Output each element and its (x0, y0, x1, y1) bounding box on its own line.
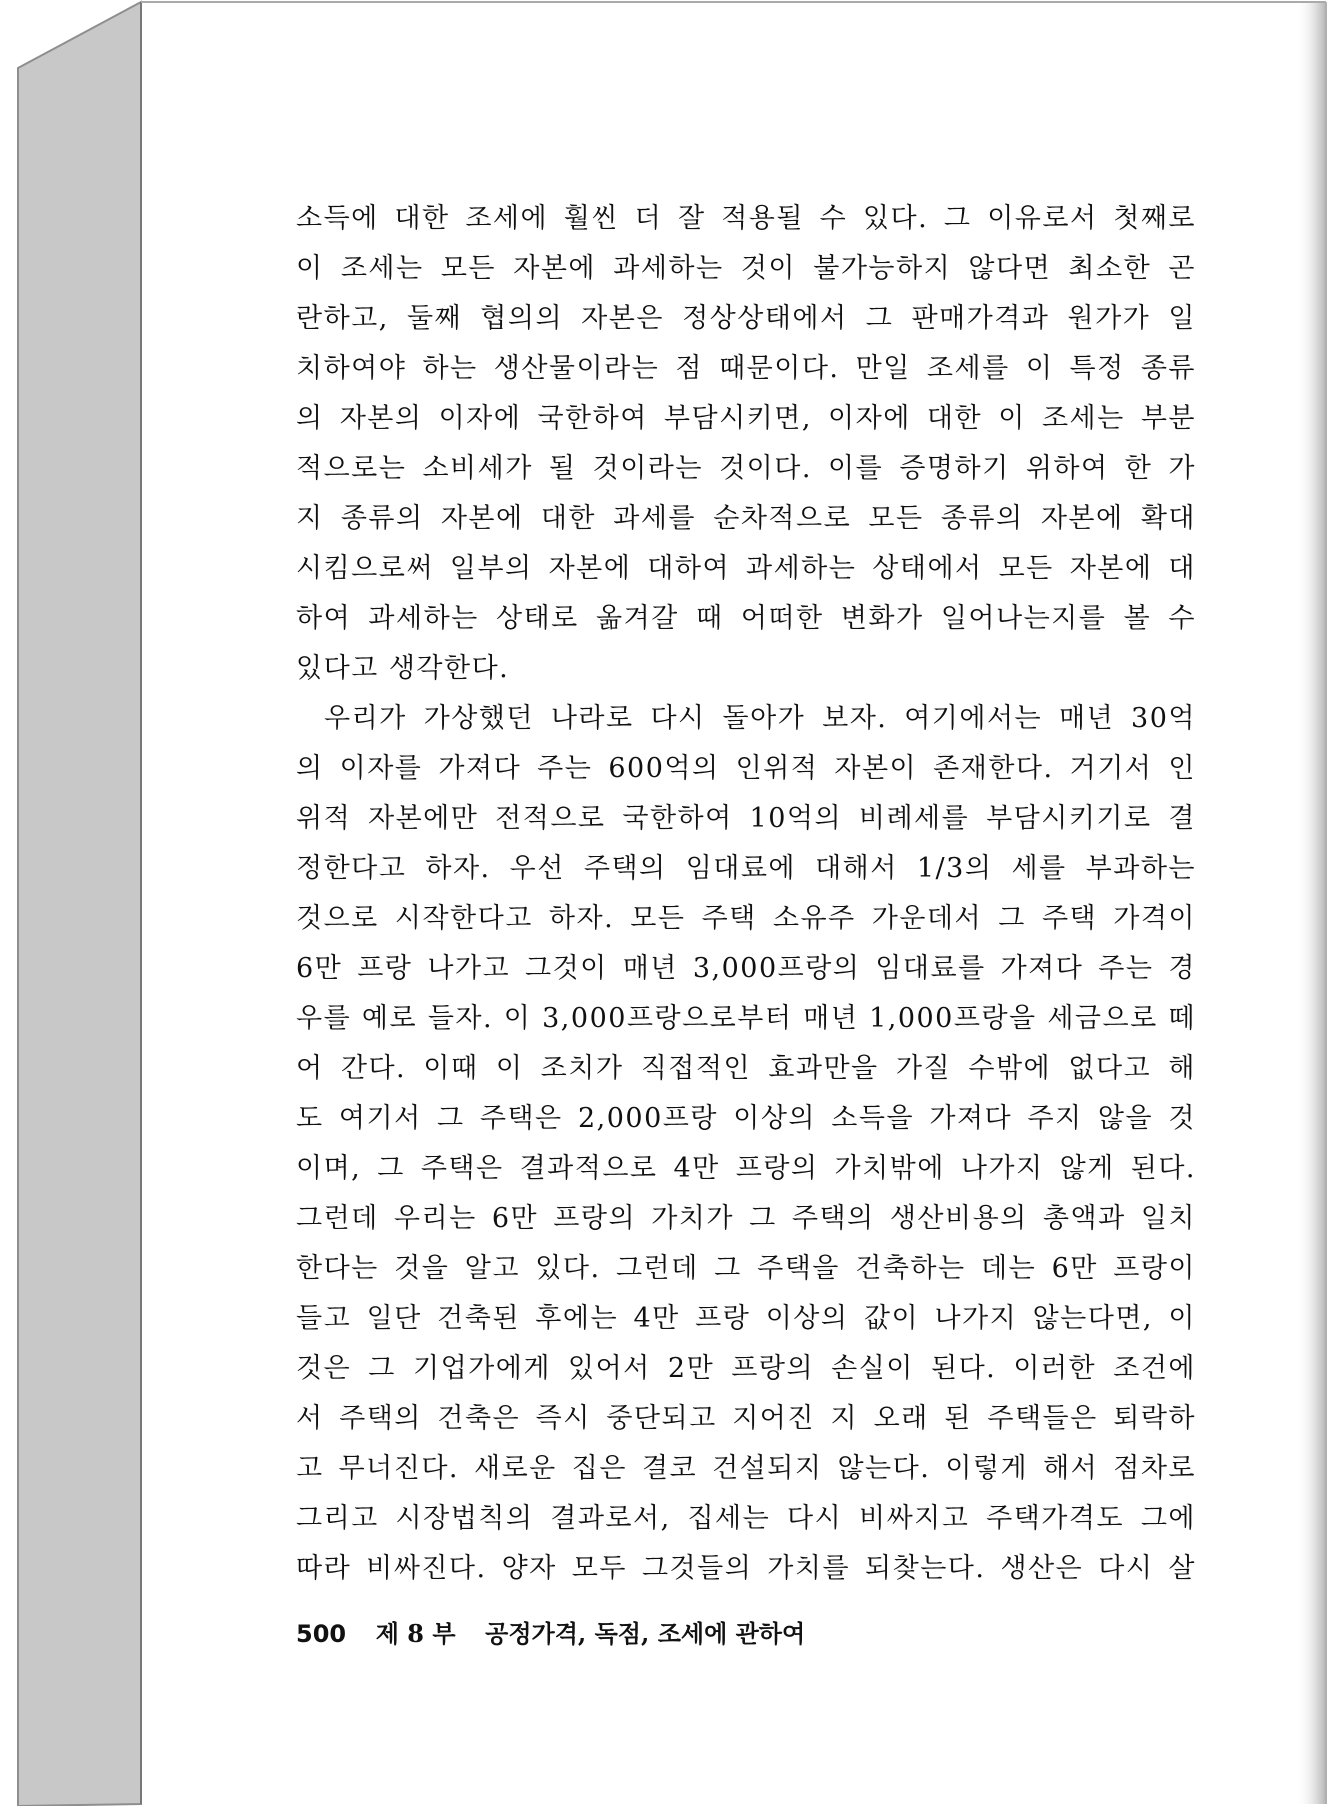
text-line: 서 주택의 건축은 즉시 중단되고 지어진 지 오래 된 주택들은 퇴락하 (296, 1403, 1196, 1434)
text-line: 위적 자본에만 전적으로 국한하여 10억의 비례세를 부담시키기로 결 (296, 803, 1196, 834)
text-line: 지 종류의 자본에 대한 과세를 순차적으로 모든 종류의 자본에 확대 (296, 503, 1196, 534)
text-line: 들고 일단 건축된 후에는 4만 프랑 이상의 값이 나가지 않는다면, 이 (296, 1303, 1196, 1334)
text-line: 소득에 대한 조세에 훨씬 더 잘 적용될 수 있다. 그 이유로서 첫째로 (296, 203, 1196, 234)
text-line: 따라 비싸진다. 양자 모두 그것들의 가치를 되찾는다. 생산은 다시 살 (296, 1553, 1196, 1584)
text-line: 의 자본의 이자에 국한하여 부담시키면, 이자에 대한 이 조세는 부분 (296, 403, 1196, 434)
text-line: 그런데 우리는 6만 프랑의 가치가 그 주택의 생산비용의 총액과 일치 (296, 1203, 1196, 1234)
text-line: 고 무너진다. 새로운 집은 결코 건설되지 않는다. 이렇게 해서 점차로 (296, 1453, 1196, 1484)
book-edge-shadow (1296, 2, 1326, 1804)
text-line: 이 조세는 모든 자본에 과세하는 것이 불가능하지 않다면 최소한 곤 (296, 253, 1196, 284)
text-line: 6만 프랑 나가고 그것이 매년 3,000프랑의 임대료를 가져다 주는 경 (296, 953, 1196, 984)
text-line: 이며, 그 주택은 결과적으로 4만 프랑의 가치밖에 나가지 않게 된다. (296, 1153, 1196, 1184)
text-line: 치하여야 하는 생산물이라는 점 때문이다. 만일 조세를 이 특정 종류 (296, 353, 1196, 384)
text-line: 있다고 생각한다. (296, 653, 510, 684)
text-line: 우를 예로 들자. 이 3,000프랑으로부터 매년 1,000프랑을 세금으로 떼 (296, 1003, 1196, 1034)
text-line: 우리가 가상했던 나라로 다시 돌아가 보자. 여기에서는 매년 30억 (324, 703, 1196, 734)
text-line: 것으로 시작한다고 하자. 모든 주택 소유주 가운데서 그 주택 가격이 (296, 903, 1196, 934)
book-spine (18, 2, 141, 1806)
page-footer (296, 1614, 805, 1654)
text-line: 도 여기서 그 주택은 2,000프랑 이상의 소득을 가져다 주지 않을 것 (296, 1103, 1196, 1134)
text-line: 하여 과세하는 상태로 옮겨갈 때 어떠한 변화가 일어나는지를 볼 수 (296, 603, 1196, 634)
text-line: 란하고, 둘째 협의의 자본은 정상상태에서 그 판매가격과 원가가 일 (296, 303, 1196, 334)
text-line: 것은 그 기업가에게 있어서 2만 프랑의 손실이 된다. 이러한 조건에 (296, 1353, 1196, 1384)
page-number: 500 (296, 1620, 347, 1648)
text-line: 그리고 시장법칙의 결과로서, 집세는 다시 비싸지고 주택가격도 그에 (296, 1503, 1196, 1534)
text-line: 의 이자를 가져다 주는 600억의 인위적 자본이 존재한다. 거기서 인 (296, 753, 1196, 784)
text-line: 적으로는 소비세가 될 것이라는 것이다. 이를 증명하기 위하여 한 가 (296, 453, 1196, 484)
part-label: 제 8 부 (375, 1619, 456, 1648)
text-line: 정한다고 하자. 우선 주택의 임대료에 대해서 1/3의 세를 부과하는 (296, 853, 1196, 884)
running-title: 공정가격, 독점, 조세에 관하여 (485, 1619, 806, 1648)
text-line: 시킴으로써 일부의 자본에 대하여 과세하는 상태에서 모든 자본에 대 (296, 553, 1196, 584)
text-line: 어 간다. 이때 이 조치가 직접적인 효과만을 가질 수밖에 없다고 해 (296, 1053, 1196, 1084)
body-text (296, 194, 1196, 1594)
text-line: 한다는 것을 알고 있다. 그런데 그 주택을 건축하는 데는 6만 프랑이 (296, 1253, 1196, 1284)
